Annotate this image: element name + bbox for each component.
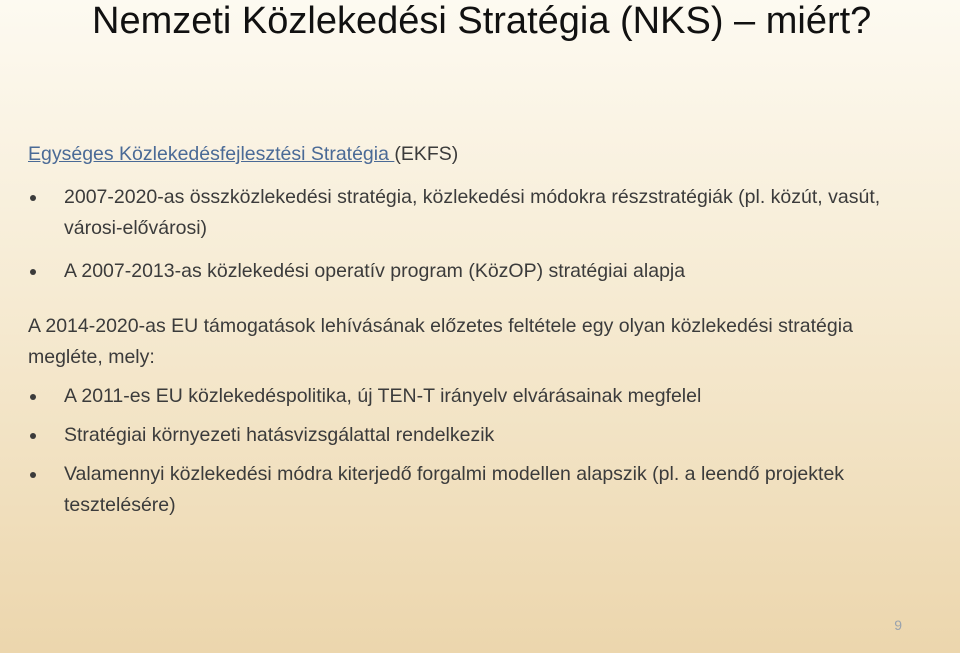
slide-title: Nemzeti Közlekedési Stratégia (NKS) – miért? (92, 0, 872, 42)
requirements-bullet-list (28, 381, 928, 521)
ekfs-abbrev: (EKFS) (394, 143, 459, 165)
page-number: 9 (894, 617, 902, 633)
list-item: A 2007-2013-as közlekedési operatív program (KözOP) stratégiai alapja (28, 256, 928, 287)
slide-content (28, 139, 928, 529)
requirements-section (28, 311, 928, 521)
ekfs-section (28, 139, 928, 287)
ekfs-link[interactable]: Egységes Közlekedésfejlesztési Stratégia (28, 143, 395, 165)
requirements-intro: A 2014-2020-as EU támogatások lehívásának előzetes feltétele egy olyan közlekedési stratégia megléte, mely: (28, 315, 853, 368)
list-item: Valamennyi közlekedési módra kiterjedő forgalmi modellen alapszik (pl. a leendő projektek tesztelésére) (28, 459, 928, 521)
list-item: Stratégiai környezeti hatásvizsgálattal rendelkezik (28, 420, 928, 451)
list-item: A 2011-es EU közlekedéspolitika, új TEN-T irányelv elvárásainak megfelel (28, 381, 928, 412)
ekfs-heading (28, 139, 928, 170)
ekfs-bullet-list (28, 182, 928, 287)
list-item: 2007-2020-as összközlekedési stratégia, közlekedési módokra részstratégiák (pl. közút, vasút, városi-elővárosi) (28, 182, 928, 244)
